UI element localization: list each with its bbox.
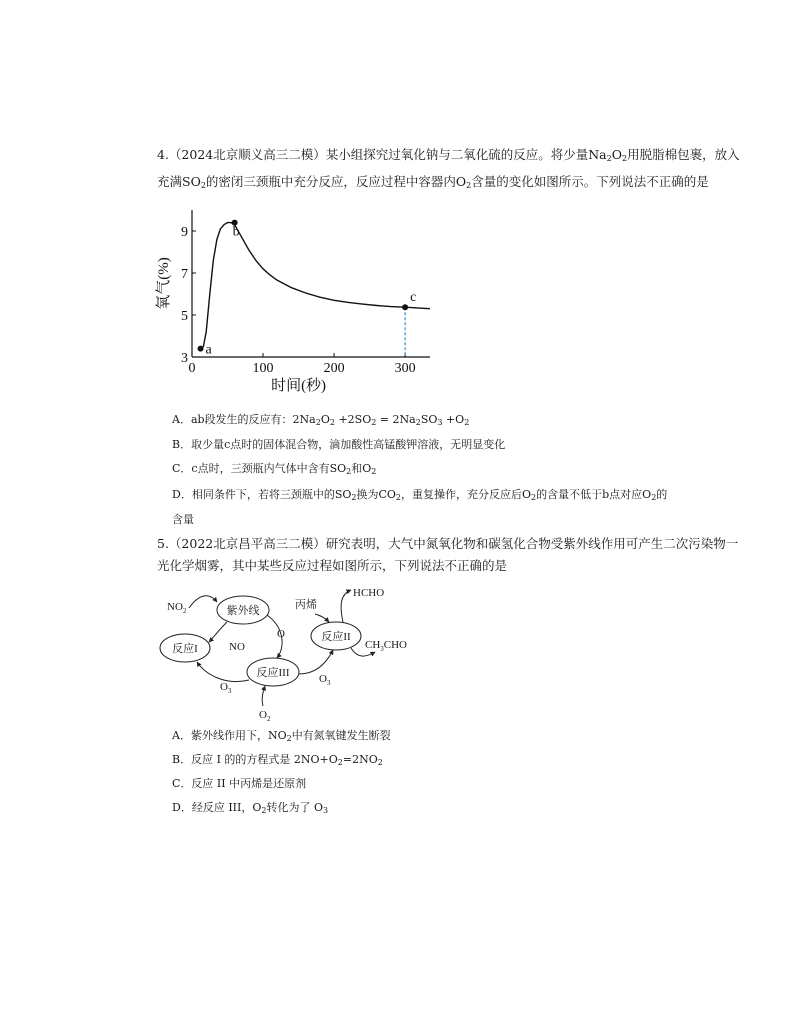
label-ch3cho: $CH_3CHO$ (365, 639, 408, 653)
photochemical-smog-diagram (155, 582, 425, 724)
point-c (402, 304, 408, 310)
arrow-reaction3-to-reaction2 (299, 650, 333, 674)
q5-stem-line-2: 光化学烟雾，其中某些反应过程如图所示，下列说法不正确的是 (157, 558, 508, 573)
label-propene: 丙烯 (295, 599, 317, 611)
q4-option-b: B．取少量c点时的固体混合物，滴加酸性高锰酸钾溶液，无明显变化 (172, 438, 506, 451)
arrow-o2-to-reaction3 (262, 686, 265, 706)
arrow-reaction2-to-hcho (341, 590, 351, 622)
y-tick-label: 9 (181, 225, 188, 240)
series-line-o2 (201, 223, 431, 349)
arrow-ultraviolet-to-reaction1 (209, 622, 227, 642)
label-o: O (277, 628, 285, 640)
point-a (198, 346, 204, 352)
x-axis-title: 时间(秒) (271, 378, 327, 394)
q4-stem-line-2: 充满$SO_2$的密闭三颈瓶中充分反应，反应过程中容器内$O_2$含量的变化如图所示。下列说法不正确的是 (157, 174, 709, 190)
x-tick-label: 200 (323, 361, 345, 376)
q4-option-c: C．c点时，三颈瓶内气体中含有$SO_2$和$O_2$ (172, 462, 377, 476)
q4-option-a: A．ab段发生的反应有：$2Na_2O_2 +2SO_2 = 2Na_2SO_3 +O_2$ (172, 413, 470, 427)
label-o3-right: $O_3$ (319, 673, 331, 687)
label-reaction-1: 反应I (172, 643, 198, 655)
q5-option-b: B．反应 I 的的方程式是 $2NO+O_2=2NO_2$ (172, 753, 383, 767)
q5-option-a: A．紫外线作用下，$NO_2$中有氮氧键发生断裂 (172, 729, 391, 743)
label-o3-left: $O_3$ (220, 681, 232, 695)
point-label-a: a (205, 342, 212, 358)
point-label-c: c (410, 290, 417, 306)
arrow-reaction3-to-reaction1 (197, 662, 249, 682)
y-tick-label: 3 (181, 351, 188, 366)
q5-stem-line-1: 5.（2022北京昌平高三二模）研究表明，大气中氮氧化物和碳氢化合物受紫外线作用可产生二次污染物一 (157, 536, 739, 551)
q4-stem-line-1: 4.（2024北京顺义高三二模）某小组探究过氧化钠与二氧化硫的反应。将少量$Na_2O_2$用脱脂棉包裹，放入 (157, 147, 740, 163)
q5-option-c: C．反应 II 中丙烯是还原剂 (172, 777, 307, 790)
label-reaction-3: 反应III (256, 667, 290, 679)
label-no: NO (229, 641, 245, 653)
q4-option-d-continued: 含量 (172, 513, 194, 526)
q4-option-d: D．相同条件下，若将三颈瓶中的$SO_2$换为$CO_2$，重复操作，充分反应后$O_2$的含量不低于b点对应$O_2$的 (172, 488, 668, 502)
point-label-b: b (232, 224, 240, 240)
label-o2: $O_2$ (259, 709, 271, 723)
label-ultraviolet: 紫外线 (226, 605, 260, 617)
q5-option-d: D．经反应 III，$O_2$转化为了 $O_3$ (172, 801, 329, 815)
y-axis-title: 氧气(%) (156, 257, 172, 310)
y-tick-label: 5 (181, 309, 188, 324)
label-no2: $NO_2$ (167, 601, 187, 615)
label-hcho: HCHO (353, 587, 385, 599)
x-tick-label: 300 (394, 361, 416, 376)
y-tick-label: 7 (181, 267, 188, 282)
x-tick-label: 0 (188, 361, 196, 376)
oxygen-content-chart (150, 200, 440, 400)
arrow-propene-to-reaction2 (315, 614, 329, 622)
arrow-no2-to-ultraviolet (189, 596, 217, 608)
label-reaction-2: 反应II (321, 631, 351, 643)
x-tick-label: 100 (252, 361, 274, 376)
